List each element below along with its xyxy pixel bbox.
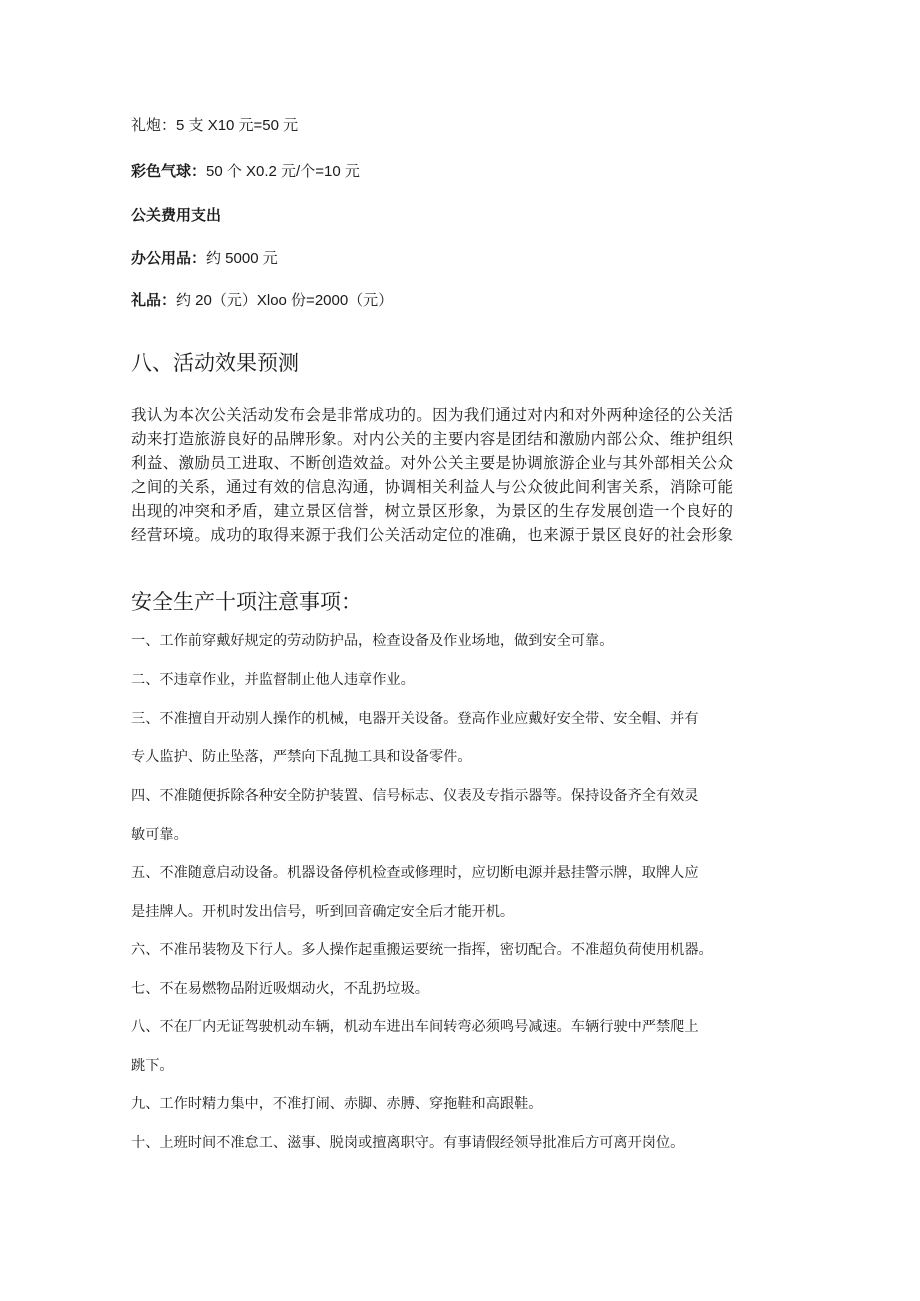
cost-label: 礼品： (131, 291, 177, 309)
cost-value: 约 5000 元 (206, 250, 278, 267)
cost-value: 约 20（元）Xloo 份=2000（元） (176, 292, 394, 309)
safety-item: 跳下。 (131, 1058, 174, 1074)
safety-item: 四、不准随便拆除各种安全防护装置、信号标志、仪表及专指示器等。保持设备齐全有效灵 (131, 788, 699, 804)
cost-line-balloons (131, 160, 360, 181)
paragraph-line: 利益、激励员工进取、不断创造效益。对外公关主要是协调旅游企业与其外部相关公众 (131, 454, 734, 472)
cost-line-pr-expenses (131, 204, 221, 225)
safety-item: 八、不在厂内无证驾驶机动车辆，机动车进出车间转弯必须鸣号减速。车辆行驶中严禁爬上 (131, 1019, 699, 1035)
paragraph-line: 动来打造旅游良好的品牌形象。对内公关的主要内容是团结和激励内部公众、维护组织 (131, 430, 734, 448)
cost-label: 礼炮： (131, 116, 177, 134)
cost-value: 50 个 X0.2 元/个=10 元 (206, 163, 360, 180)
safety-item: 一、工作前穿戴好规定的劳动防护品，检查设备及作业场地，做到安全可靠。 (131, 633, 614, 649)
cost-value: 5 支 X10 元=50 元 (176, 117, 299, 134)
paragraph-line: 我认为本次公关活动发布会是非常成功的。因为我们通过对内和对外两种途径的公关活 (131, 406, 734, 424)
effect-forecast-paragraph (131, 403, 791, 547)
safety-item: 六、不准吊装物及下行人。多人操作起重搬运要统一指挥，密切配合。不准超负荷使用机器。 (131, 942, 713, 958)
cost-label: 彩色气球： (131, 162, 207, 180)
paragraph-line: 出现的冲突和矛盾，建立景区信誉，树立景区形象，为景区的生存发展创造一个良好的 (131, 502, 734, 520)
paragraph-line: 之间的关系，通过有效的信息沟通，协调相关利益人与公众彼此间利害关系，消除可能 (131, 478, 734, 496)
safety-item: 二、不违章作业，并监督制止他人违章作业。 (131, 672, 415, 688)
safety-item: 七、不在易燃物品附近吸烟动火，不乱扔垃圾。 (131, 981, 429, 997)
cost-label: 办公用品： (131, 249, 207, 267)
safety-item: 敏可靠。 (131, 827, 188, 843)
safety-item: 专人监护、防止坠落，严禁向下乱抛工具和设备零件。 (131, 749, 472, 765)
safety-item: 三、不准擅自开动别人操作的机械，电器开关设备。登高作业应戴好安全带、安全帽、并有 (131, 711, 699, 727)
safety-item: 九、工作时精力集中，不准打闹、赤脚、赤膊、穿拖鞋和高跟鞋。 (131, 1096, 543, 1112)
paragraph-line: 经营环境。成功的取得来源于我们公关活动定位的准确，也来源于景区良好的社会形象 (131, 526, 734, 544)
safety-item: 五、不准随意启动设备。机器设备停机检查或修理时，应切断电源并悬挂警示牌，取牌人应 (131, 865, 699, 881)
cost-line-office-supplies (131, 247, 278, 268)
section-heading-effect-forecast: 八、活动效果预测 (131, 351, 299, 375)
cost-line-gifts (131, 289, 393, 310)
cost-line-fireworks (131, 114, 298, 135)
safety-item: 十、上班时间不准怠工、滋事、脱岗或擅离职守。有事请假经领导批准后方可离开岗位。 (131, 1135, 685, 1151)
section-heading-safety: 安全生产十项注意事项： (131, 590, 362, 614)
cost-label: 公关费用支出 (131, 206, 222, 224)
safety-item: 是挂牌人。开机时发出信号，听到回音确定安全后才能开机。 (131, 904, 515, 920)
